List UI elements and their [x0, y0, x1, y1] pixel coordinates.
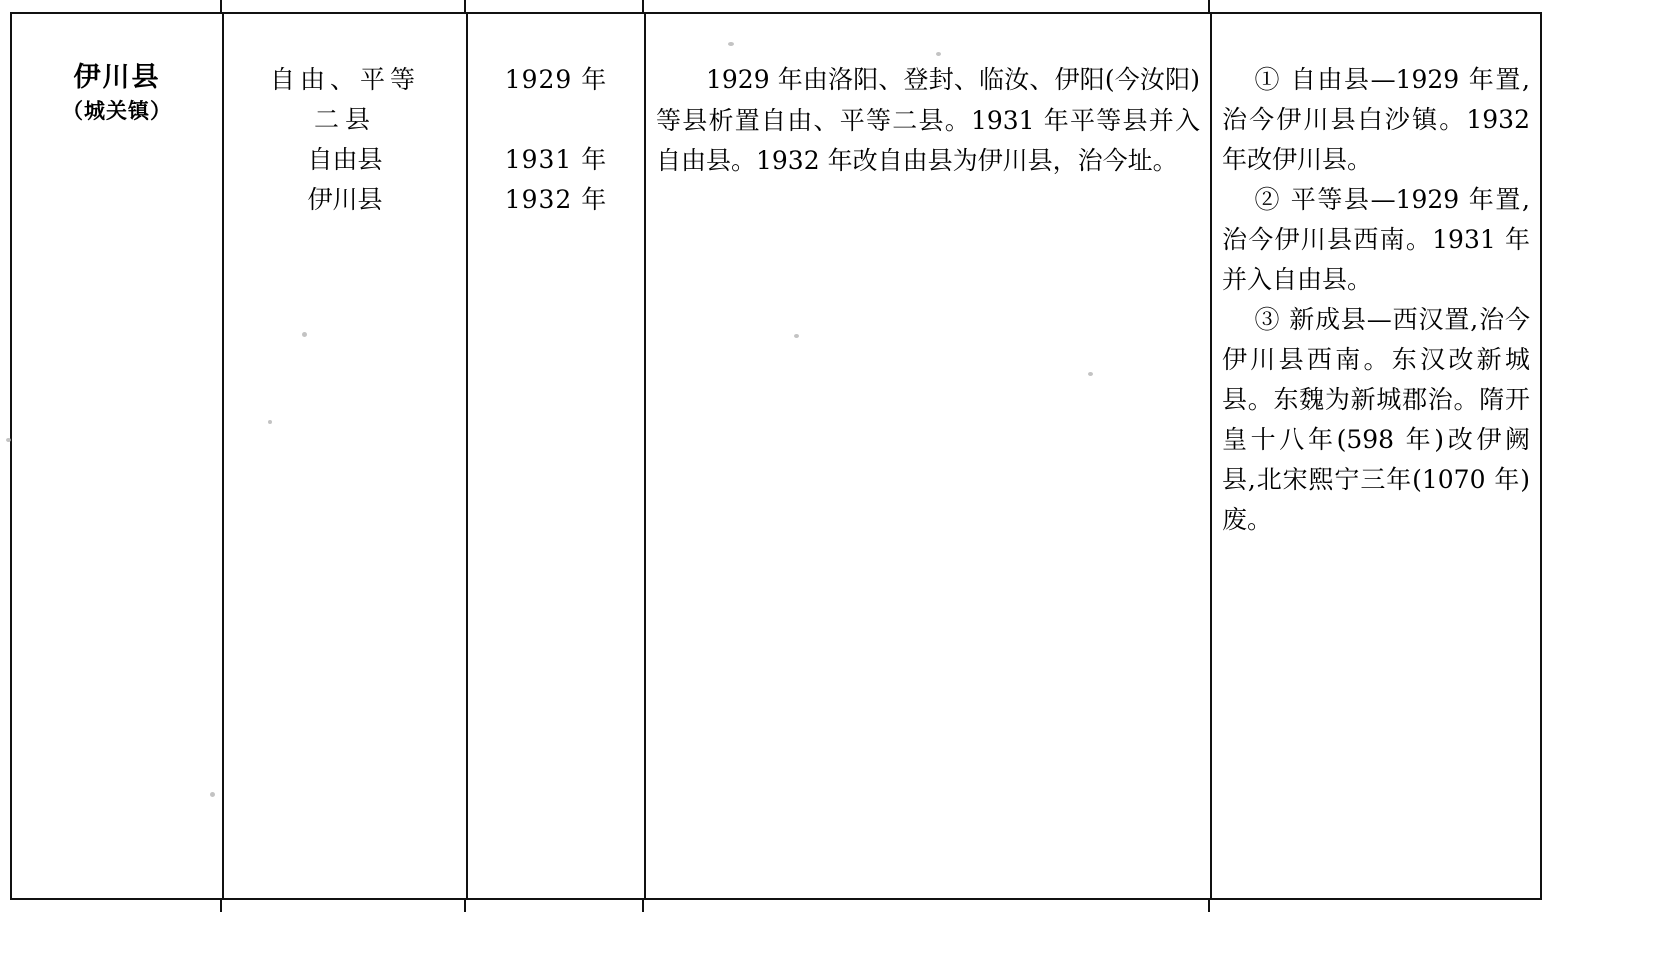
scan-speck — [302, 332, 307, 337]
county-seat: （城关镇） — [62, 99, 172, 124]
stub-cell-former-names — [222, 900, 466, 912]
table-cell-narrative — [646, 2, 1212, 910]
scan-speck — [728, 42, 734, 46]
scan-speck — [936, 52, 941, 56]
stub-cell-years — [466, 0, 644, 12]
note-item: ① 自由县—1929 年置,治今伊川县白沙镇。1932 年改伊川县。 — [1222, 65, 1530, 174]
stub-cell-narrative — [644, 900, 1210, 912]
table-row-below-stub — [10, 898, 1542, 912]
note-item: ② 平等县—1929 年置,治今伊川县西南。1931 年并入自由县。 — [1222, 185, 1530, 294]
stub-cell-notes — [1210, 0, 1538, 12]
former-name-item: 自由县 — [307, 145, 383, 174]
year-item: 1931 年 — [504, 145, 608, 174]
table-cell-county — [12, 2, 224, 910]
former-name-item: 二县 — [313, 105, 376, 134]
stub-cell-notes — [1210, 900, 1538, 912]
scan-speck — [268, 420, 272, 424]
table-cell-notes — [1212, 2, 1540, 910]
year-spacer — [478, 100, 634, 140]
stub-cell-narrative — [644, 0, 1210, 12]
narrative-text: 1929 年由洛阳、登封、临汝、伊阳(今汝阳)等县析置自由、平等二县。1931 年平等县并入自由县。1932 年改自由县为伊川县，治今址。 — [656, 65, 1200, 175]
former-name-item: 伊川县 — [307, 185, 383, 214]
stub-cell-former-names — [222, 0, 466, 12]
scan-speck — [1088, 372, 1093, 376]
scan-speck — [794, 334, 799, 338]
scan-speck — [6, 438, 11, 442]
year-item: 1929 年 — [504, 65, 608, 94]
former-name-item: 自由、平等 — [269, 65, 420, 94]
year-item: 1932 年 — [504, 185, 608, 214]
table-cell-former-names — [224, 2, 468, 910]
table-row-above-stub — [10, 0, 1542, 14]
county-name: 伊川县 — [73, 62, 161, 93]
table-row — [10, 0, 1542, 912]
scan-speck — [210, 792, 215, 797]
stub-cell-county — [10, 900, 222, 912]
table-cell-years — [468, 2, 646, 910]
note-item: ③ 新成县—西汉置,治今伊川县西南。东汉改新城县。东魏为新城郡治。隋开皇十八年(598 年)改伊阙县,北宋熙宁三年(1070 年)废。 — [1222, 305, 1530, 534]
stub-cell-county — [10, 0, 222, 12]
stub-cell-years — [466, 900, 644, 912]
